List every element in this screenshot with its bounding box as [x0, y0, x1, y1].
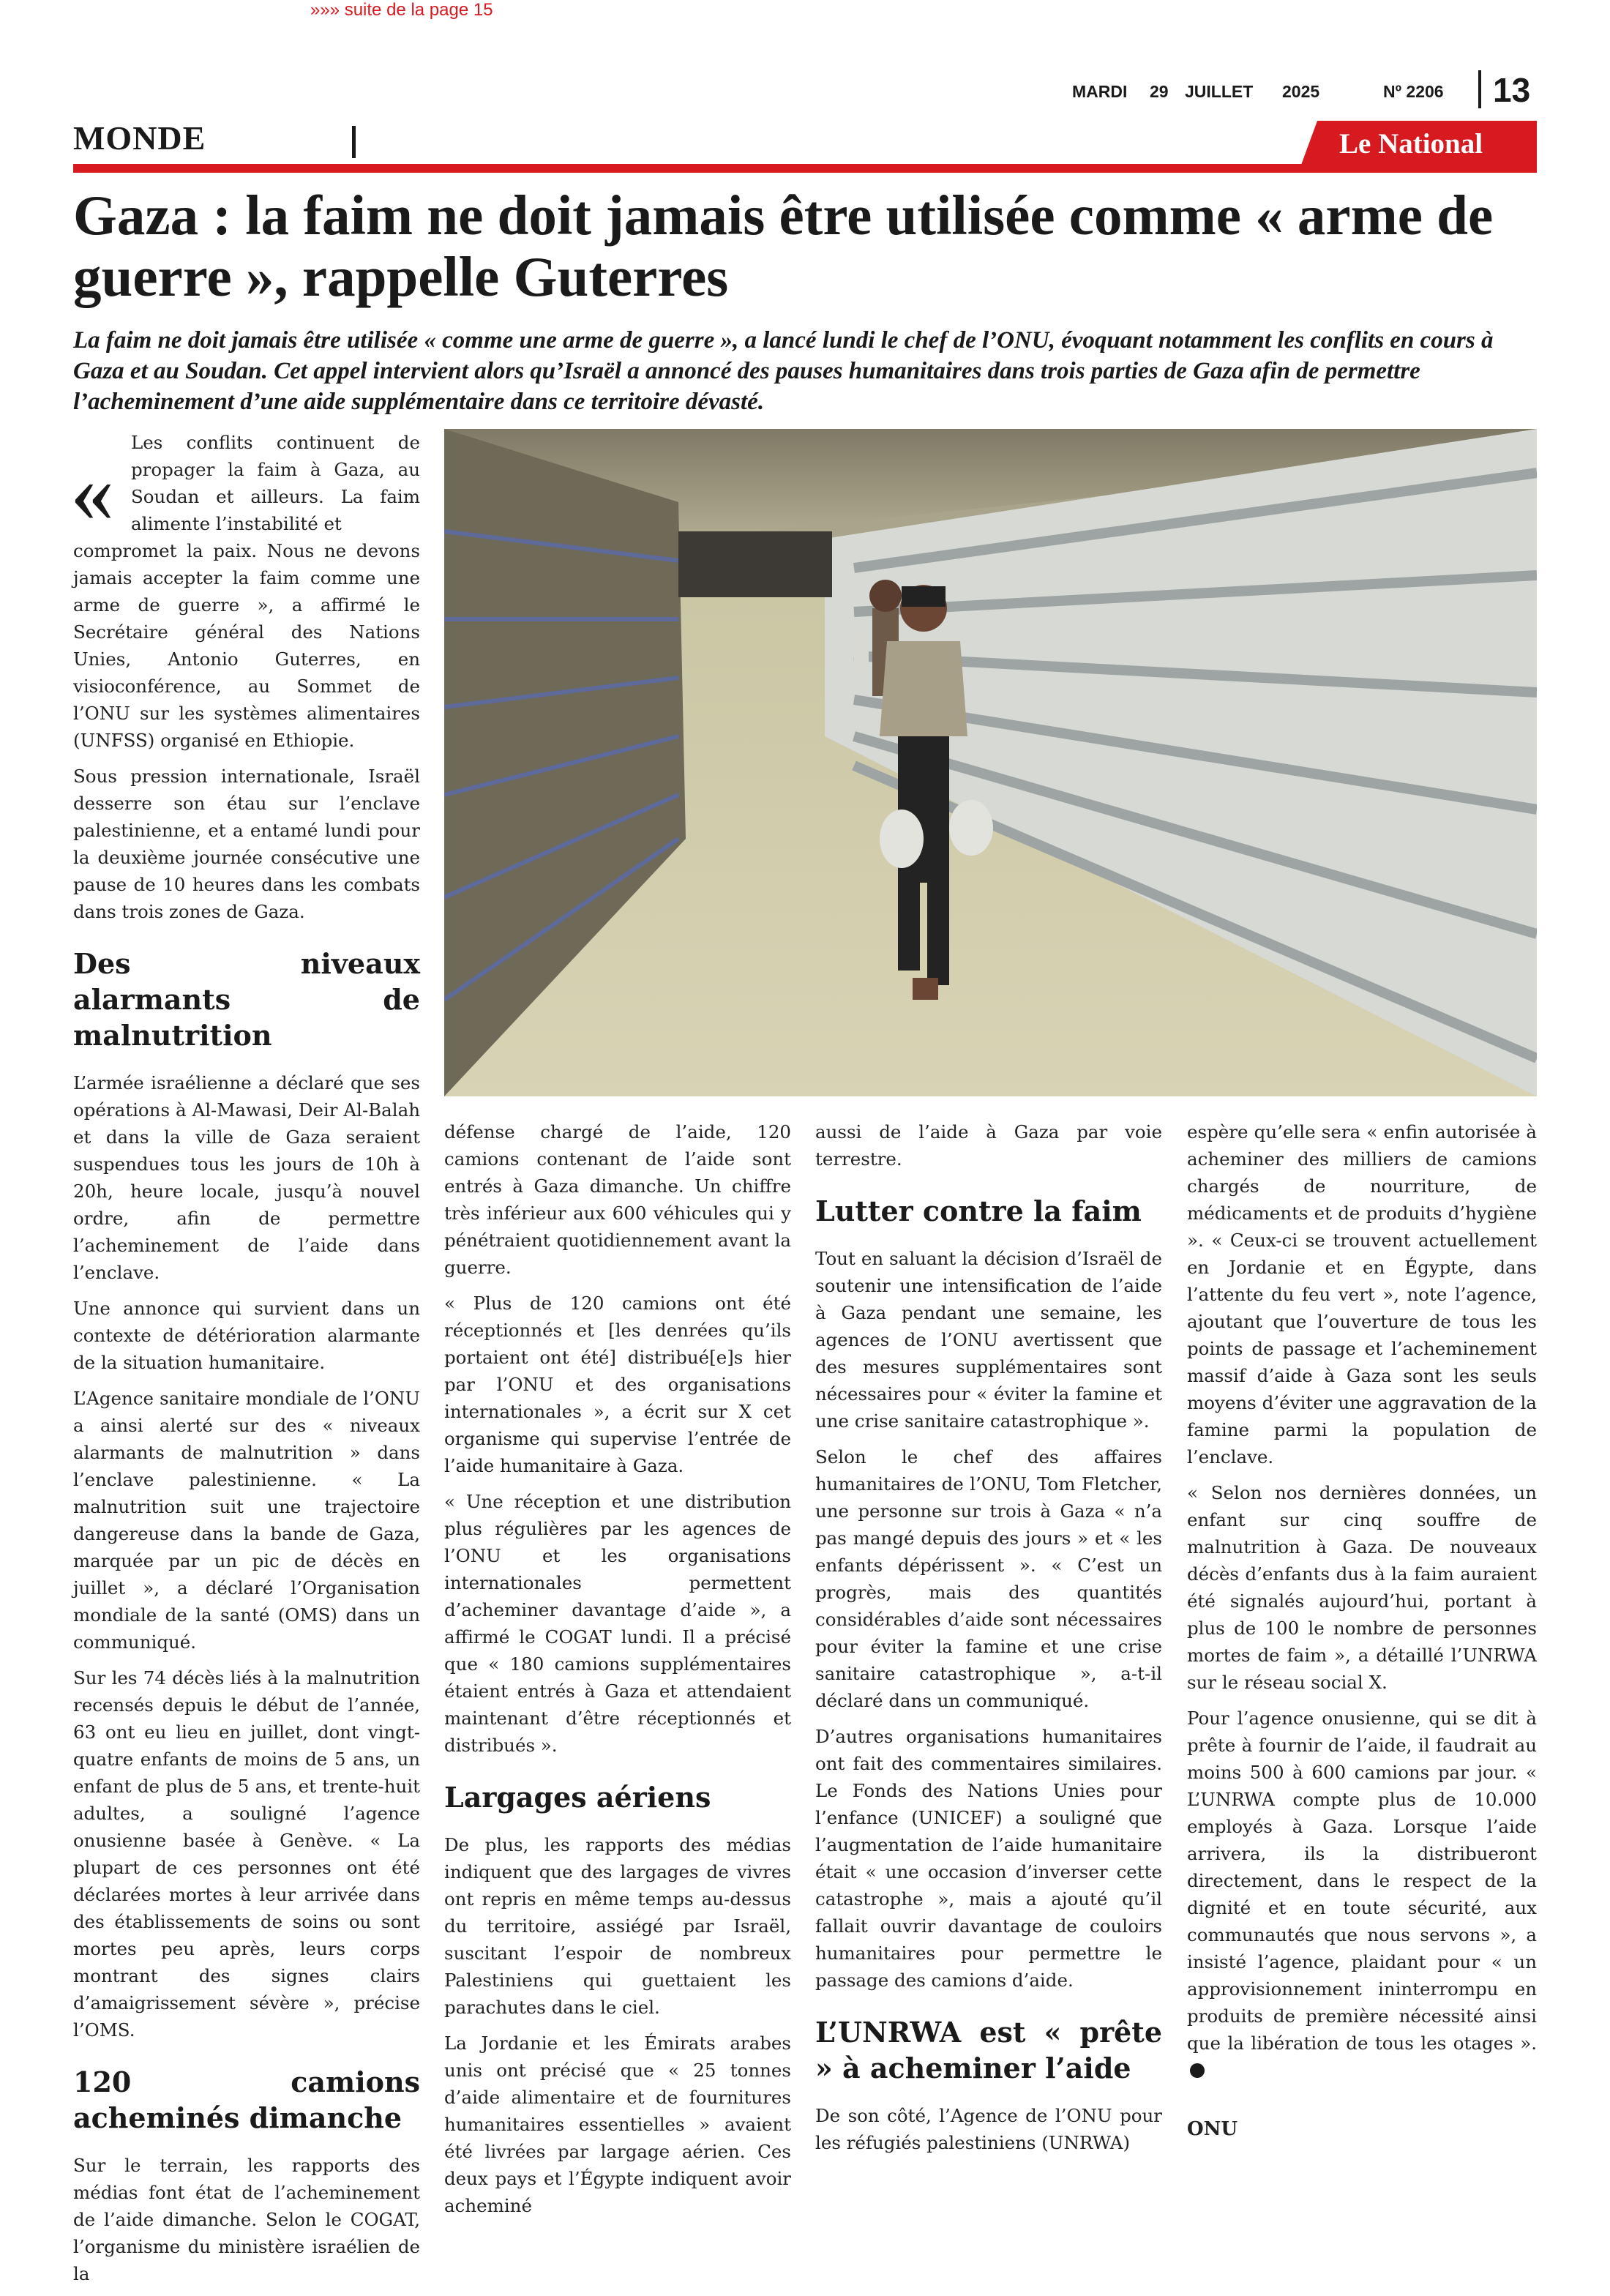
paragraph: De son côté, l’Agence de l’ONU pour les réfugiés palestiniens (UNRWA) — [815, 2105, 1162, 2153]
paragraph: « Selon nos dernières données, un enfant sur cinq souffre de malnutrition à Gaza. De nouveaux décès d’enfants dus à la faim auraient été signalés aujourd’hui, portant à plus de 100 le nombre de personnes mortes de faim », a détaillé l’UNRWA sur le réseau social X. — [1187, 1482, 1537, 1693]
page-number: 13 — [1493, 71, 1531, 109]
paragraph: L’Agence sanitaire mondiale de l’ONU a ainsi alerté sur des « niveaux alarmants de malnutrition » dans l’enclave palestinienne. « La malnutrition suit une trajectoire dangereuse dans la bande de Gaza, marquée par un pic de décès en juillet », a déclaré l’Organisation mondiale de la santé (OMS) dans un communiqué. — [73, 1388, 420, 1653]
section-label: MONDE — [73, 119, 206, 157]
end-of-article-mark — [1190, 2063, 1205, 2078]
paragraph: Une annonce qui survient dans un contexte de détérioration alarmante de la situation humanitaire. — [73, 1298, 420, 1373]
paragraph: Sous pression internationale, Israël desserre son étau sur l’enclave palestinienne, et a entamé lundi pour la deuxième journée consécutive une pause de 10 heures dans les combats dans trois zones de Gaza. — [73, 766, 420, 922]
paragraph: Sur les 74 décès liés à la malnutrition recensés depuis le début de l’année, 63 ont eu lieu en juillet, dont vingt-quatre enfants de moins de 5 ans, un enfant de plus de 5 ans, et trente-huit adultes, a souligné l’agence onusienne basée à Genève. « La plupart de ces personnes ont été déclarées mortes à leur arrivée dans des établissements de soins ou sont mortes peu après, leurs corps montrant des signes clairs d’amaigrissement sévère », précise l’OMS. — [73, 1667, 420, 2041]
subheading: 120 camions acheminés dimanche — [73, 2065, 420, 2134]
date-number: 29 — [1150, 82, 1169, 101]
date-day: MARDI — [1072, 82, 1128, 101]
column-4 — [1187, 1118, 1537, 2143]
paragraph: « Plus de 120 camions ont été réceptionnés et [les denrées qu’ils portaient ont été] distribué[e]s hier par l’ONU et des organisations internationales », a écrit sur X cet organisme qui supervise l’entrée de l’aide humanitaire à Gaza. — [444, 1293, 791, 1476]
article-photo — [444, 429, 1537, 1096]
paragraph: Pour l’agence onusienne, qui se dit à prête à fournir de l’aide, il faudrait au moins 500 à 600 camions par jour. « L’UNRWA compte plus de 10.000 employés à Gaza. Lorsque l’aide arrivera, ils la distribueront directement, dans le respect de la dignité et en toute sécurité, aux communautés que nous servons », a insisté l’agence, plaidant pour « un approvisionnement ininterrompu en produits de première nécessité ainsi que la libération de tous les otages ». — [1187, 1708, 1537, 2054]
column-1 — [73, 429, 420, 2296]
opening-quote-mark: « — [70, 443, 114, 540]
paragraph: Tout en saluant la décision d’Israël de soutenir une intensification de l’aide à Gaza pendant une semaine, les agences de l’ONU avertissent que des mesures supplémentaires sont nécessaires pour « éviter la famine et une crise sanitaire catastrophique ». — [815, 1248, 1162, 1432]
supermarket-photo — [444, 429, 1537, 1096]
subheading: Largages aériens — [444, 1781, 711, 1814]
subheading: Lutter contre la faim — [815, 1194, 1142, 1227]
column-2 — [444, 1118, 791, 2228]
date-year: 2025 — [1282, 82, 1320, 101]
subheading: L’UNRWA est « prête » à acheminer l’aide — [815, 2016, 1162, 2084]
paragraph: « Une réception et une distribution plus régulières par les agences de l’ONU et les organisations internationales permettent d’acheminer davantage d’aide », a affirmé le COGAT lundi. Il a précisé que « 180 camions supplémentaires étaient entrés à Gaza et attendaient maintenant d’être réceptionnés et distribués ». — [444, 1491, 791, 1756]
brand-name: Le National — [1339, 128, 1483, 160]
paragraph: Les conflits continuent de propager la faim à Gaza, au Soudan et ailleurs. La faim alimente l’instabilité et — [131, 432, 420, 534]
issue-number: Nº 2206 — [1383, 82, 1444, 101]
date-month: JUILLET — [1185, 82, 1254, 101]
article-lede: La faim ne doit jamais être utilisée « comme une arme de guerre », a lancé lundi le chef de l’ONU, évoquant notamment les conflits en cours à Gaza et au Soudan. Cet appel intervient alors qu’Israël a annoncé des pauses humanitaires dans trois parties de Gaza afin de permettre l’acheminement d’une aide supplémentaire dans ce territoire dévasté. — [73, 327, 1494, 415]
page-number-divider — [1478, 70, 1481, 108]
paragraph: L’armée israélienne a déclaré que ses opérations à Al-Mawasi, Deir Al-Balah et dans la ville de Gaza seraient suspendues tous les jours de 10h à 20h, heure locale, jusqu’à nouvel ordre, afin de permettre l’acheminement de l’aide dans l’enclave. — [73, 1072, 420, 1283]
paragraph: La Jordanie et les Émirats arabes unis ont précisé que « 25 tonnes d’aide alimentaire et de fournitures humanitaires essentielles » avaient été livrées par largage aérien. Ces deux pays et l’Égypte indiquent avoir acheminé — [444, 2033, 791, 2216]
subheading: Des niveaux alarmants de malnutrition — [73, 947, 420, 1052]
column-3 — [815, 1118, 1162, 2165]
paragraph: espère qu’elle sera « enfin autorisée à acheminer des milliers de camions chargés de nourriture, de médicaments et de produits d’hygiène ». « Ceux-ci se trouvent actuellement en Jordanie et en Égypte, dans l’attente du feu vert », note l’agence, ajoutant que l’ouverture de tous les points de passage et l’acheminement massif d’aide à Gaza sont les seuls moyens d’éviter une aggravation de la famine parmi la population de l’enclave. — [1187, 1121, 1537, 1467]
paragraph: Selon le chef des affaires humanitaires de l’ONU, Tom Fletcher, une personne sur trois à Gaza « n’a pas mangé depuis des jours » et « les enfants dépérissent ». « C’est un progrès, mais des quantités considérables d’aide sont nécessaires pour éviter la famine et une crise sanitaire catastrophique », a-t-il déclaré dans un communiqué. — [815, 1446, 1162, 1711]
article-headline: Gaza : la faim ne doit jamais être utilisée comme « arme de guerre », rappelle Guterres — [73, 184, 1494, 308]
paragraph: Sur le terrain, les rapports des médias font état de l’acheminement de l’aide dimanche. Selon le COGAT, l’organisme du ministère israélien de la — [73, 2155, 420, 2284]
article-signature: ONU — [1187, 2118, 1238, 2140]
continued-from-page: »»» suite de la page 15 — [310, 0, 493, 20]
paragraph: De plus, les rapports des médias indiquent que des largages de vivres ont repris en même temps au-dessus du territoire, assiégé par Israël, suscitant l’espoir de nombreux Palestiniens qui guettaient les parachutes dans le ciel. — [444, 1834, 791, 2018]
paragraph: compromet la paix. Nous ne devons jamais accepter la faim comme une arme de guerre », a affirmé le Secrétaire général des Nations Unies, Antonio Guterres, en visioconférence, au Sommet de l’ONU sur les systèmes alimentaires (UNFSS) organisé en Ethiopie. — [73, 540, 420, 751]
paragraph: défense chargé de l’aide, 120 camions contenant de l’aide sont entrés à Gaza dimanche. Un chiffre très inférieur aux 600 véhicules qui y pénétraient quotidiennement avant la guerre. — [444, 1121, 791, 1278]
section-divider — [352, 126, 356, 158]
paragraph: aussi de l’aide à Gaza par voie terrestre. — [815, 1121, 1162, 1170]
paragraph: D’autres organisations humanitaires ont fait des commentaires similaires. Le Fonds des Nations Unies pour l’enfance (UNICEF) a souligné que l’augmentation de l’aide humanitaire était « une occasion d’inverser cette catastrophe », mais a ajouté qu’il fallait ouvrir davantage de couloirs humanitaires pour permettre le passage des camions d’aide. — [815, 1726, 1162, 1991]
